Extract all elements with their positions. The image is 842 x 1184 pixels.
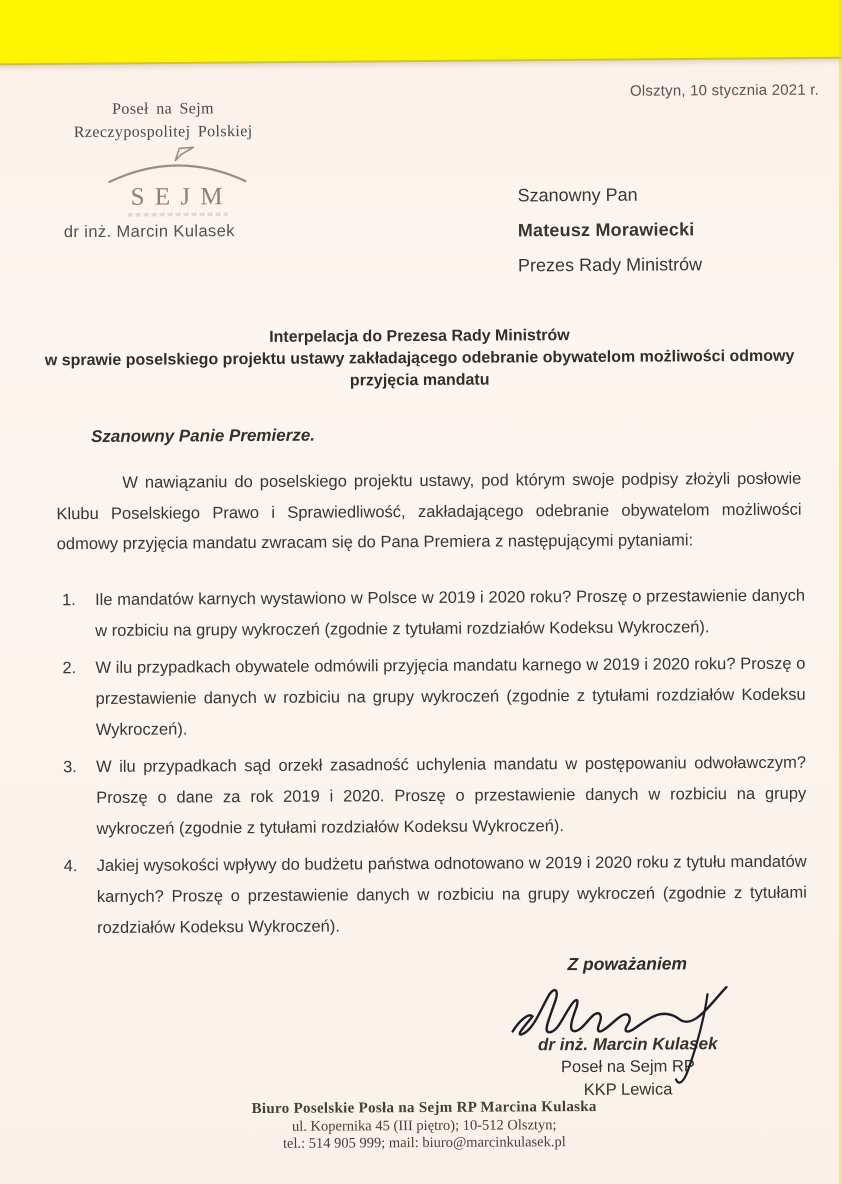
dome-icon (109, 165, 245, 182)
question-number: 3. (63, 758, 77, 777)
subject-line3: przyjęcia mandatu (349, 371, 490, 390)
sejm-emblem-icon (99, 145, 255, 222)
question-text: Ile mandatów karnych wystawiono w Polsce w 2019 i 2020 roku? Proszę o przestawienie danych w rozbiciu na grupy wykroczeń (zgodnie z tytułami rozdziałów Kodeksu Wykroczeń). (94, 586, 806, 640)
question-number: 1. (61, 591, 76, 610)
signer-role: Poseł na Sejm RP (560, 1057, 695, 1077)
subject-line1: Interpelacja do Prezesa Rady Ministrów (269, 327, 570, 346)
question-item (62, 581, 805, 648)
question-item (62, 649, 806, 747)
date-line: Olsztyn, 10 stycznia 2021 r. (629, 81, 820, 100)
signer-club: KKP Lewica (583, 1080, 673, 1100)
sejm-logo-text: S E J M (130, 183, 225, 211)
question-text: W ilu przypadkach obywatele odmówili przyjęcia mandatu karnego w 2019 i 2020 roku? Proszę o przestawienie danych w rozbiciu na grupy wykroczeń (zgodnie z tytułami rozdziałów Kodeksu Wykroczeń). (95, 654, 806, 739)
office-footer (3, 1097, 842, 1155)
subject-line2: w sprawie poselskiego projektu ustawy zakładającego odebranie obywatelom możliwości odmowy (44, 347, 795, 370)
closing-phrase: Z poważaniem (567, 953, 688, 975)
question-number: 2. (62, 659, 77, 678)
addressee-salutation: Szanowny Pan (517, 184, 638, 206)
addressee-block (518, 184, 703, 290)
letterhead-line1: Poseł na Sejm (112, 100, 215, 118)
scan-background-band (0, 0, 842, 65)
footer-office-name: Biuro Poselskie Posła na Sejm RP Marcina Kulaska (251, 1098, 597, 1118)
greeting: Szanowny Panie Premierze. (90, 425, 316, 447)
flag-icon (175, 147, 193, 160)
footer-address: ul. Kopernika 45 (III piętro); 10-512 Olsztyn; (291, 1116, 557, 1135)
question-text: Jakiej wysokości wpływy do budżetu państwa odnotowano w 2019 i 2020 roku z tytułu mandatów karnych? Proszę o przestawienie danych w rozbiciu na grupy wykroczeń (zgodnie z tytułami rozdziałów Kodeksu Wykroczeń). (96, 852, 807, 937)
subject-title (38, 324, 800, 395)
question-item (64, 847, 808, 945)
question-text: W ilu przypadkach sąd orzekł zasadność uchylenia mandatu w postępowaniu odwoławczym? Proszę o dane za rok 2019 i 2020. Proszę o przestawienie danych w rozbiciu na grupy wykroczeń (zgodnie z tytułami rozdziałów Kodeksu Wykroczeń). (96, 753, 807, 838)
addressee-name: Mateusz Morawiecki (517, 219, 695, 241)
handwritten-signature (502, 978, 748, 1094)
letterhead (49, 97, 277, 144)
footer-contact: tel.: 514 905 999; mail: biuro@marcinkulasek.pl (282, 1134, 566, 1152)
addressee-title: Prezes Rady Ministrów (517, 254, 703, 276)
question-number: 4. (63, 857, 78, 876)
signer-name: dr inż. Marcin Kulasek (537, 1034, 718, 1055)
intro-paragraph: W nawiązaniu do poselskiego projektu ustawy, pod którym swoje podpisy złożyli posłowie Klubu Poselskiego Prawo i Sprawiedliwość, zakładającego odebranie obywatelom możliwości odmowy przyjęcia mandatu zwracam się do Pana Premiera z następującymi pytaniami: (56, 469, 802, 554)
letterhead-line2: Rzeczypospolitej Polskiej (73, 123, 253, 142)
sender-name: dr inż. Marcin Kulasek (63, 222, 235, 242)
question-item (63, 748, 807, 846)
sejm-logo-subtext (128, 214, 228, 215)
questions-list (62, 581, 807, 951)
